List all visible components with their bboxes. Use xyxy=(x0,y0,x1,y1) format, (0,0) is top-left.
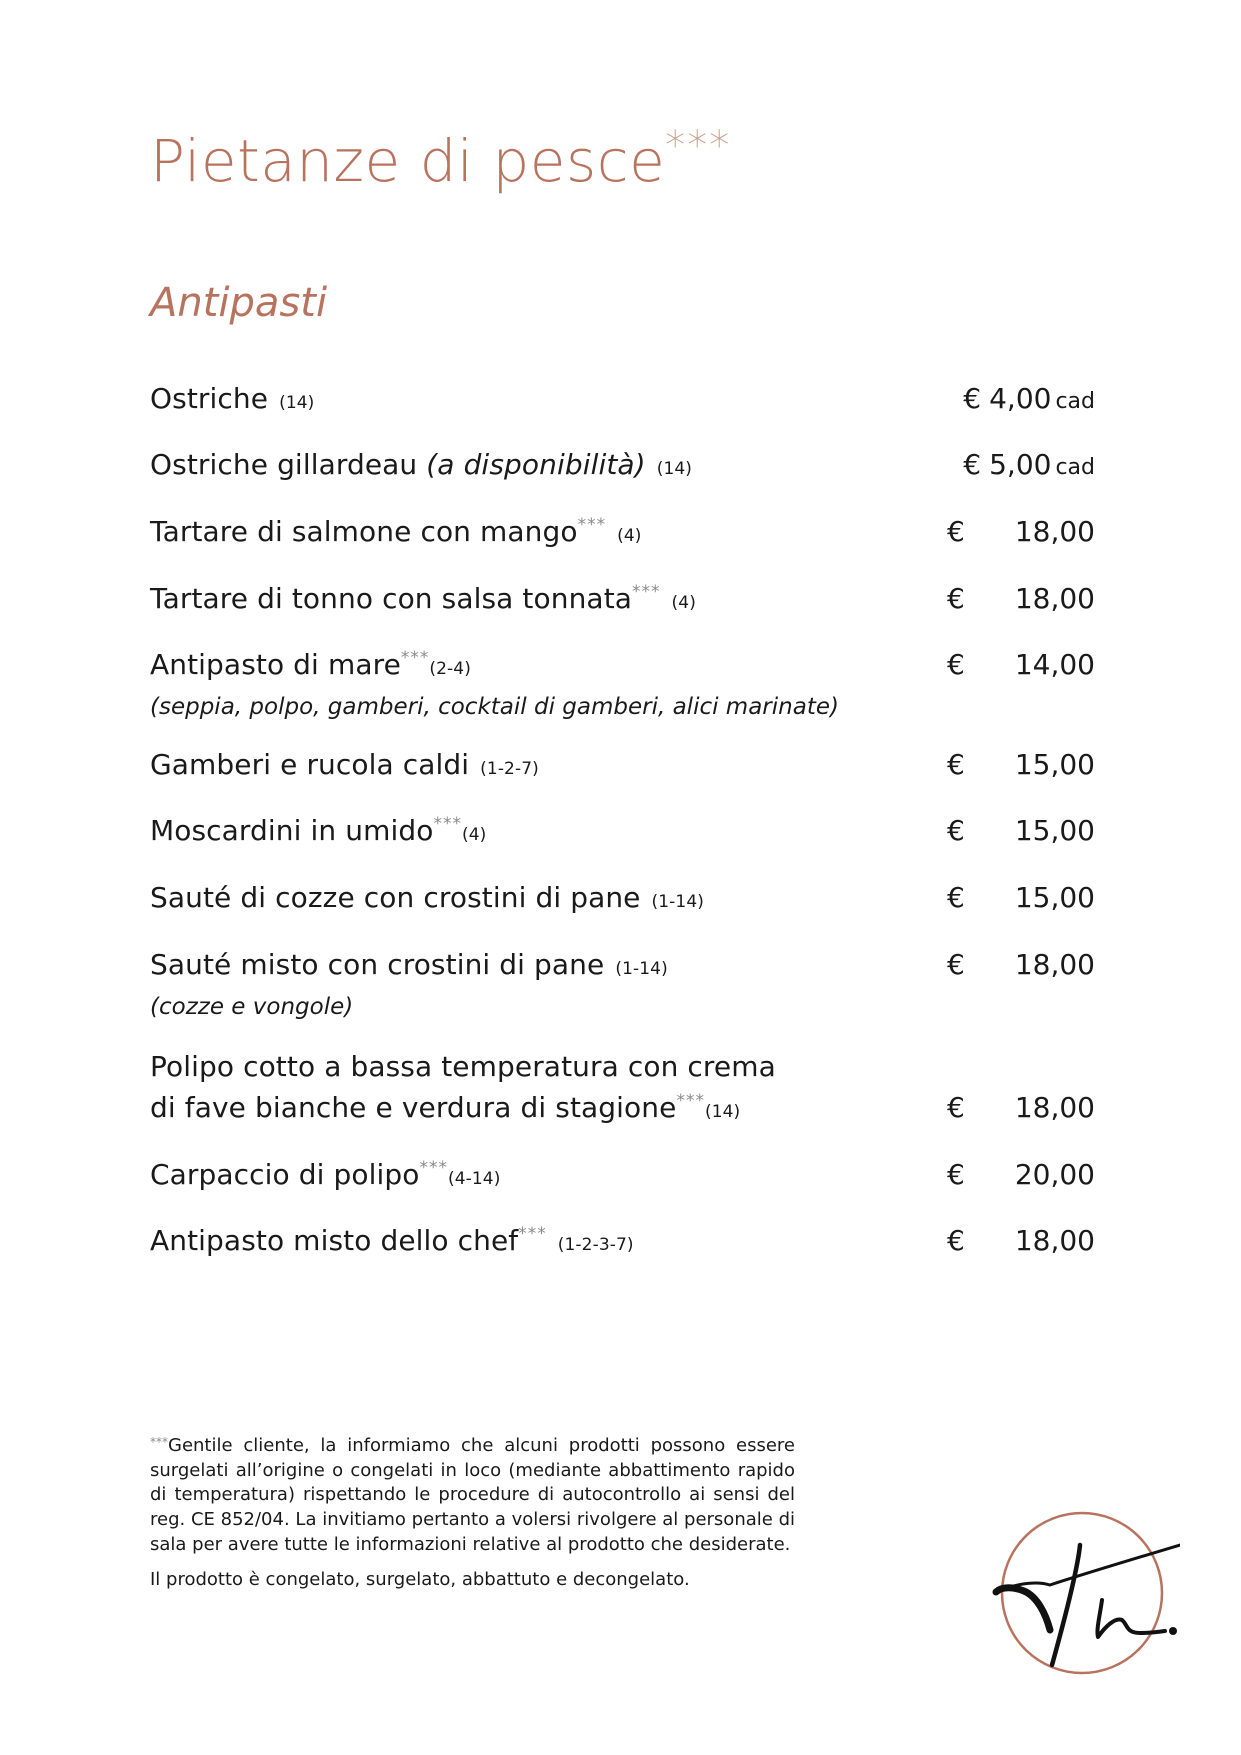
frozen-marker: *** xyxy=(400,648,430,668)
allergen-codes: (4) xyxy=(671,593,696,613)
frozen-marker: *** xyxy=(518,1224,547,1244)
menu-item xyxy=(150,805,1095,845)
section-title-antipasti: Antipasti xyxy=(150,280,328,326)
allergen-codes: (14) xyxy=(656,459,693,479)
menu-item xyxy=(150,739,1095,779)
menu-item-name-line1: Polipo cotto a bassa temperatura con crema xyxy=(150,1050,776,1083)
menu-item-name: Tartare di tonno con salsa tonnata xyxy=(150,582,633,615)
logo-stroke-h xyxy=(1097,1600,1165,1637)
frozen-marker: *** xyxy=(676,1091,705,1111)
menu-item-name: Sauté misto con crostini di pane xyxy=(150,948,605,981)
allergen-codes: (1-14) xyxy=(651,892,704,912)
menu-item-name: Tartare di salmone con mango xyxy=(150,515,578,548)
menu-item-name: Carpaccio di polipo xyxy=(150,1158,420,1191)
menu-item-price xyxy=(963,448,1095,481)
menu-item-description: (cozze e vongole) xyxy=(150,994,354,1020)
menu-item xyxy=(150,373,1095,413)
menu-item xyxy=(150,1215,1095,1255)
menu-item-name: Ostriche xyxy=(150,382,269,415)
menu-item-price: 15,00 xyxy=(1014,748,1095,781)
page-title-text: Pietanze di pesce xyxy=(150,127,666,195)
menu-item-price: 14,00 xyxy=(1014,648,1095,681)
menu-item-price: 18,00 xyxy=(1014,515,1095,548)
currency-symbol: € xyxy=(947,814,965,847)
footnote-paragraph xyxy=(150,1430,795,1558)
menu-item-price xyxy=(963,382,1095,415)
title-frozen-marker: *** xyxy=(665,123,732,169)
allergen-codes: (2-4) xyxy=(429,659,471,679)
menu-item-price: 20,00 xyxy=(1014,1158,1095,1191)
menu-item-name: Ostriche gillardeau xyxy=(150,448,418,481)
menu-item xyxy=(150,506,1095,546)
restaurant-logo-icon xyxy=(990,1505,1180,1685)
allergen-codes: (4-14) xyxy=(447,1169,501,1189)
frozen-marker: *** xyxy=(419,1158,448,1178)
allergen-codes: (14) xyxy=(704,1102,741,1122)
menu-item-name: Antipasto misto dello chef xyxy=(150,1224,519,1257)
menu-item-price: 18,00 xyxy=(1014,948,1095,981)
menu-item-name: Gamberi e rucola caldi xyxy=(150,748,470,781)
currency-symbol: € xyxy=(947,582,965,615)
frozen-products-footnote xyxy=(150,1430,795,1592)
menu-item-name-line xyxy=(150,816,486,845)
footnote-note: Il prodotto è congelato, surgelato, abbattuto e decongelato. xyxy=(150,1568,690,1590)
price-value: 4,00 xyxy=(989,382,1052,415)
allergen-codes: (1-14) xyxy=(615,959,668,979)
menu-item xyxy=(150,439,1095,479)
logo-stroke-stem xyxy=(1052,1545,1080,1665)
menu-item-name-line xyxy=(150,1160,500,1189)
allergen-codes: (4) xyxy=(461,825,487,845)
currency-symbol: € xyxy=(947,648,965,681)
menu-item xyxy=(150,872,1095,912)
menu-item-price: 15,00 xyxy=(1014,814,1095,847)
menu-item-name-line1-wrap xyxy=(150,1041,1095,1081)
allergen-codes: (1-2-3-7) xyxy=(557,1235,634,1255)
availability-note: (a disponibilità) xyxy=(426,448,646,481)
frozen-marker: *** xyxy=(577,515,607,535)
currency-symbol: € xyxy=(947,748,965,781)
menu-item xyxy=(150,639,1095,720)
menu-item-name-line xyxy=(150,382,315,415)
allergen-codes: (14) xyxy=(279,393,315,413)
currency-symbol: € xyxy=(947,1224,965,1257)
currency-symbol: € xyxy=(963,448,982,481)
menu-item-name-line xyxy=(150,650,471,679)
menu-item-price: 18,00 xyxy=(1014,1091,1095,1124)
frozen-marker: *** xyxy=(433,814,462,834)
menu-item xyxy=(150,1149,1095,1189)
footnote-text: Gentile cliente, la informiamo che alcuni prodotti possono essere surgelati all’origine o congelati in loco (mediante abbattimento rapido di temperatura) rispettando le procedure di autocontrollo ai sensi del reg. CE 852/04. La invitiamo pertanto a volersi rivolgere al personale di sala per avere tutte le informazioni relative al prodotto che desiderate. xyxy=(150,1435,795,1555)
logo-dot xyxy=(1169,1627,1177,1635)
page-title xyxy=(150,123,732,195)
menu-item-price: 15,00 xyxy=(1014,881,1095,914)
menu-item xyxy=(150,1082,1095,1122)
price-unit: cad xyxy=(1055,389,1095,414)
menu-item-name: Antipasto di mare xyxy=(150,648,401,681)
menu-item-name-line xyxy=(150,584,696,613)
price-unit: cad xyxy=(1055,455,1095,480)
footnote-marker: *** xyxy=(150,1435,168,1449)
menu-item-name: Moscardini in umido xyxy=(150,814,434,847)
allergen-codes: (4) xyxy=(617,526,642,546)
menu-item xyxy=(150,573,1095,613)
menu-item-name: di fave bianche e verdura di stagione xyxy=(150,1091,677,1124)
currency-symbol: € xyxy=(947,948,965,981)
menu-item-name-line xyxy=(150,1093,740,1122)
menu-item-name-line xyxy=(150,1226,634,1255)
menu-item-name: Sauté di cozze con crostini di pane xyxy=(150,881,641,914)
currency-symbol: € xyxy=(947,515,965,548)
frozen-marker: *** xyxy=(632,582,661,602)
currency-symbol: € xyxy=(947,1158,965,1191)
menu-item-name-line xyxy=(150,948,668,981)
currency-symbol: € xyxy=(963,382,982,415)
logo-stroke-bar xyxy=(1000,1545,1180,1590)
currency-symbol: € xyxy=(947,1091,965,1124)
menu-item-name-line xyxy=(150,448,693,481)
allergen-codes: (1-2-7) xyxy=(480,759,539,779)
menu-item-name-line xyxy=(150,748,539,781)
menu-item-description: (seppia, polpo, gamberi, cocktail di gamberi, alici marinate) xyxy=(150,694,839,720)
menu-item-name-line xyxy=(150,881,704,914)
menu-item-name-line xyxy=(150,517,642,546)
price-value: 5,00 xyxy=(989,448,1052,481)
currency-symbol: € xyxy=(947,881,965,914)
menu-item-price: 18,00 xyxy=(1014,1224,1095,1257)
menu-item xyxy=(150,939,1095,1020)
menu-item-price: 18,00 xyxy=(1014,582,1095,615)
